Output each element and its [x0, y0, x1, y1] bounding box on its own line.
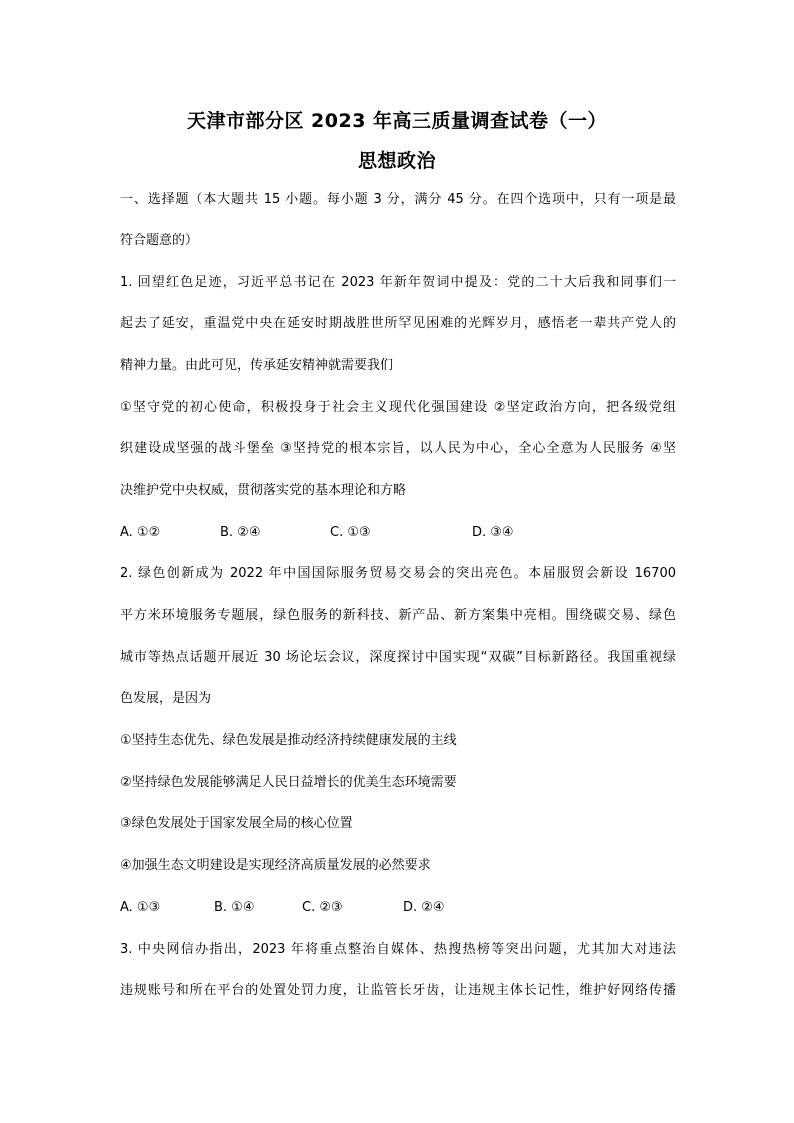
question-3-text: 3. 中央网信办指出，2023 年将重点整治自媒体、热搜热榜等突出问题，尤其加大对违法 — [120, 942, 676, 957]
question-1-statement: ①坚守党的初心使命，积极投身于社会主义现代化强国建设 ②坚定政治方向，把各级党组 — [120, 400, 676, 415]
exam-title: 天津市部分区 2023 年高三质量调查试卷（一） — [186, 110, 608, 132]
question-1-option-c[interactable]: C. ①③ — [330, 525, 371, 540]
question-2-statement: ②坚持绿色发展能够满足人民日益增长的优美生态环境需要 — [120, 775, 457, 790]
question-2-option-c[interactable]: C. ②③ — [302, 900, 343, 915]
question-2-text: 2. 绿色创新成为 2022 年中国国际服务贸易交易会的突出亮色。本届服贸会新设 16700 — [120, 566, 676, 581]
question-1-text: 精神力量。由此可见，传承延安精神就需要我们 — [120, 358, 394, 373]
question-1-statement: 决维护党中央权威，贯彻落实党的基本理论和方略 — [120, 483, 407, 498]
question-2-option-d[interactable]: D. ②④ — [403, 900, 445, 915]
question-1-text: 1. 回望红色足迹，习近平总书记在 2023 年新年贺词中提及：党的二十大后我和同事们一 — [120, 275, 676, 290]
question-2-option-a[interactable]: A. ①③ — [120, 900, 161, 915]
section-instruction-line: 一、选择题（本大题共 15 小题。每小题 3 分，满分 45 分。在四个选项中，只有一项是最 — [120, 192, 676, 207]
question-2-statement: ①坚持生态优先、绿色发展是推动经济持续健康发展的主线 — [120, 733, 457, 748]
exam-subject: 思想政治 — [357, 150, 436, 172]
question-3-text: 违规账号和所在平台的处置处罚力度，让监管长牙齿，让违规主体长记性，维护好网络传播 — [120, 983, 676, 998]
question-1-option-a[interactable]: A. ①② — [120, 525, 161, 540]
question-2-text: 城市等热点话题开展近 30 场论坛会议，深度探讨中国实现“双碳”目标新路径。我国重视绿 — [120, 650, 676, 665]
section-instruction-line: 符合题意的） — [120, 233, 199, 248]
question-2-text: 色发展，是因为 — [120, 691, 212, 706]
question-2-option-b[interactable]: B. ①④ — [214, 900, 255, 915]
question-1-option-d[interactable]: D. ③④ — [472, 525, 514, 540]
question-1-text: 起去了延安，重温党中央在延安时期战胜世所罕见困难的光辉岁月，感悟老一辈共产党人的 — [120, 316, 676, 331]
question-2-statement: ④加强生态文明建设是实现经济高质量发展的必然要求 — [120, 858, 431, 873]
question-1-option-b[interactable]: B. ②④ — [220, 525, 261, 540]
question-1-statement: 织建设成坚强的战斗堡垒 ③坚持党的根本宗旨，以人民为中心，全心全意为人民服务 ④坚 — [120, 441, 676, 456]
question-2-statement: ③绿色发展处于国家发展全局的核心位置 — [120, 816, 353, 831]
question-2-text: 平方米环境服务专题展，绿色服务的新科技、新产品、新方案集中亮相。围绕碳交易、绿色 — [120, 608, 676, 623]
